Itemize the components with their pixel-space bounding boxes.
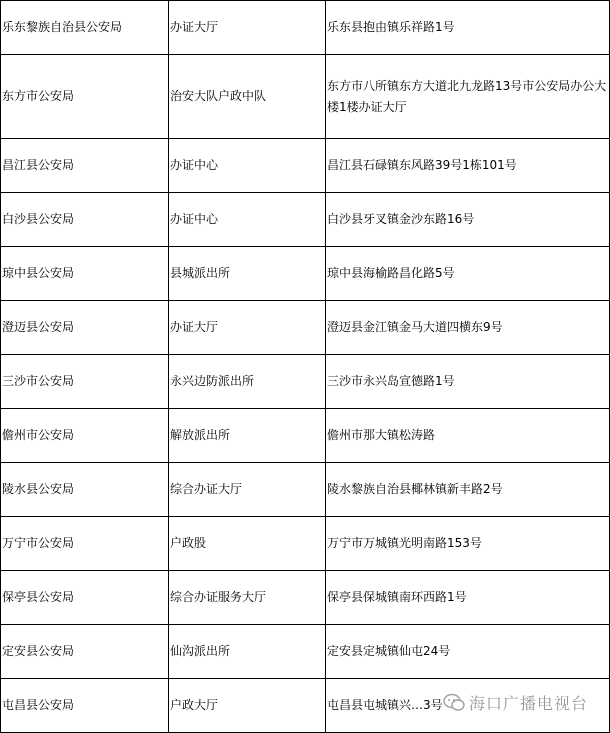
bureau-cell: 定安县公安局 xyxy=(1,625,169,679)
address-cell: 儋州市那大镇松涛路 xyxy=(326,409,610,463)
table-row xyxy=(1,571,610,625)
office-cell: 治安大队户政中队 xyxy=(169,55,326,139)
bureau-cell: 万宁市公安局 xyxy=(1,517,169,571)
table-row xyxy=(1,55,610,139)
address-cell: 东方市八所镇东方大道北九龙路13号市公安局办公大楼1楼办证大厅 xyxy=(326,55,610,139)
office-cell: 户政大厅 xyxy=(169,679,326,733)
bureau-cell: 儋州市公安局 xyxy=(1,409,169,463)
address-cell: 陵水黎族自治县椰林镇新丰路2号 xyxy=(326,463,610,517)
address-cell: 琼中县海榆路昌化路5号 xyxy=(326,247,610,301)
address-cell: 保亭县保城镇南环西路1号 xyxy=(326,571,610,625)
bureau-cell: 东方市公安局 xyxy=(1,55,169,139)
table-row xyxy=(1,355,610,409)
office-cell: 县城派出所 xyxy=(169,247,326,301)
table-body xyxy=(1,1,610,733)
office-cell: 办证大厅 xyxy=(169,301,326,355)
office-cell: 仙沟派出所 xyxy=(169,625,326,679)
office-cell: 办证中心 xyxy=(169,139,326,193)
address-cell: 昌江县石碌镇东风路39号1栋101号 xyxy=(326,139,610,193)
office-cell: 永兴边防派出所 xyxy=(169,355,326,409)
office-cell: 户政股 xyxy=(169,517,326,571)
bureau-cell: 乐东黎族自治县公安局 xyxy=(1,1,169,55)
bureau-cell: 琼中县公安局 xyxy=(1,247,169,301)
address-cell: 乐东县抱由镇乐祥路1号 xyxy=(326,1,610,55)
office-cell: 综合办证大厅 xyxy=(169,463,326,517)
table-row xyxy=(1,139,610,193)
table-row xyxy=(1,301,610,355)
table-row xyxy=(1,1,610,55)
bureau-cell: 屯昌县公安局 xyxy=(1,679,169,733)
watermark-text: 海口广播电视台 xyxy=(468,694,588,713)
bureau-cell: 昌江县公安局 xyxy=(1,139,169,193)
address-cell: 白沙县牙叉镇金沙东路16号 xyxy=(326,193,610,247)
table-row xyxy=(1,625,610,679)
table-row xyxy=(1,409,610,463)
bureau-cell: 陵水县公安局 xyxy=(1,463,169,517)
watermark xyxy=(443,691,588,714)
table-row xyxy=(1,193,610,247)
bureau-cell: 保亭县公安局 xyxy=(1,571,169,625)
address-cell: 三沙市永兴岛宣德路1号 xyxy=(326,355,610,409)
office-cell: 办证中心 xyxy=(169,193,326,247)
table-row xyxy=(1,517,610,571)
bureau-cell: 三沙市公安局 xyxy=(1,355,169,409)
bureau-cell: 白沙县公安局 xyxy=(1,193,169,247)
office-cell: 综合办证服务大厅 xyxy=(169,571,326,625)
address-cell: 定安县定城镇仙屯24号 xyxy=(326,625,610,679)
address-cell: 万宁市万城镇光明南路153号 xyxy=(326,517,610,571)
office-cell: 解放派出所 xyxy=(169,409,326,463)
office-cell: 办证大厅 xyxy=(169,1,326,55)
table-row xyxy=(1,247,610,301)
address-cell: 屯昌县屯城镇兴…3号 xyxy=(326,679,610,733)
bureau-cell: 澄迈县公安局 xyxy=(1,301,169,355)
address-cell: 澄迈县金江镇金马大道四横东9号 xyxy=(326,301,610,355)
wechat-bubble-icon xyxy=(443,693,465,713)
table-row xyxy=(1,463,610,517)
